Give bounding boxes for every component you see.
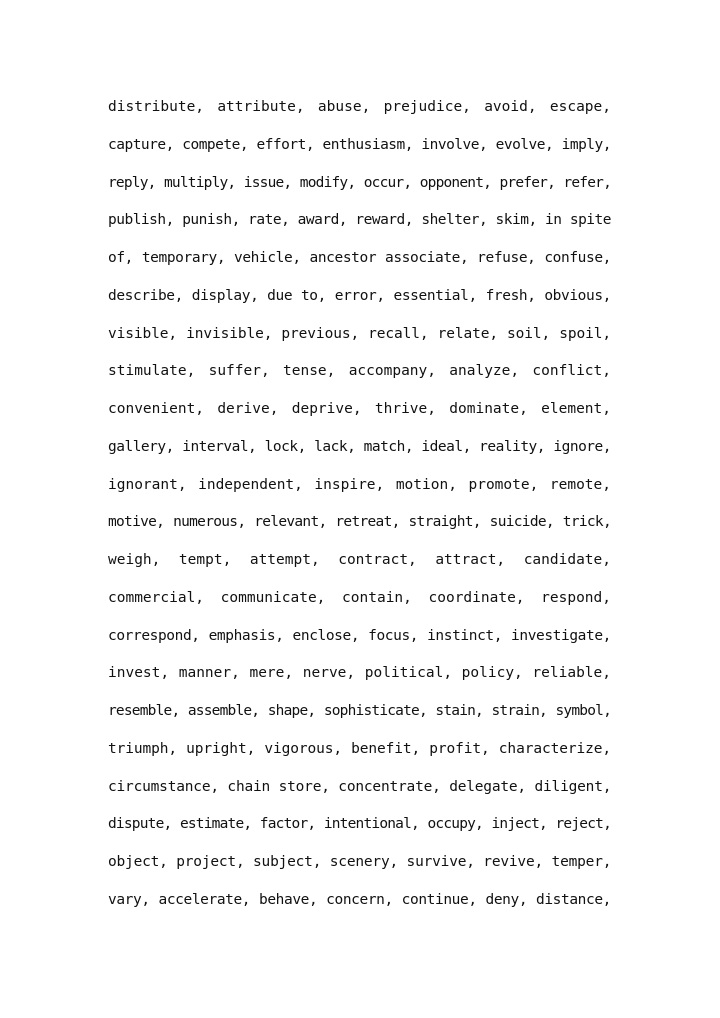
text-line: resemble, assemble, shape, sophisticate, stain, strain, symbol,: [108, 703, 611, 719]
text-line: triumph, upright, vigorous, benefit, profit, characterize,: [108, 740, 611, 757]
text-line: correspond, emphasis, enclose, focus, instinct, investigate,: [108, 627, 611, 644]
text-line: of, temporary, vehicle, ancestor associate, refuse, confuse,: [108, 250, 611, 266]
vocabulary-text-block: [108, 94, 611, 925]
text-line: stimulate, suffer, tense, accompany, analyze, conflict,: [108, 363, 611, 380]
text-line: object, project, subject, scenery, survive, revive, temper,: [108, 854, 612, 870]
text-line: capture, compete, effort, enthusiasm, involve, evolve, imply,: [108, 136, 611, 153]
text-line: motive, numerous, relevant, retreat, straight, suicide, trick,: [108, 514, 611, 531]
text-line: commercial, communicate, contain, coordinate, respond,: [108, 589, 611, 606]
text-line: publish, punish, rate, award, reward, shelter, skim, in spite: [108, 212, 611, 229]
text-line: distribute, attribute, abuse, prejudice, avoid, escape,: [108, 99, 611, 115]
text-line: vary, accelerate, behave, concern, continue, deny, distance,: [108, 891, 611, 908]
text-line: ignorant, independent, inspire, motion, promote, remote,: [108, 476, 611, 493]
text-line: describe, display, due to, error, essential, fresh, obvious,: [108, 287, 611, 304]
text-line: weigh, tempt, attempt, contract, attract, candidate,: [108, 552, 611, 568]
text-line: gallery, interval, lock, lack, match, ideal, reality, ignore,: [108, 438, 611, 455]
text-line: invest, manner, mere, nerve, political, policy, reliable,: [108, 665, 611, 682]
text-line: circumstance, chain store, concentrate, delegate, diligent,: [108, 778, 612, 795]
text-line: reply, multiply, issue, modify, occur, opponent, prefer, refer,: [108, 174, 611, 191]
text-line: visible, invisible, previous, recall, relate, soil, spoil,: [108, 325, 611, 342]
text-line: convenient, derive, deprive, thrive, dominate, element,: [108, 401, 611, 417]
text-line: dispute, estimate, factor, intentional, occupy, inject, reject,: [108, 816, 611, 833]
